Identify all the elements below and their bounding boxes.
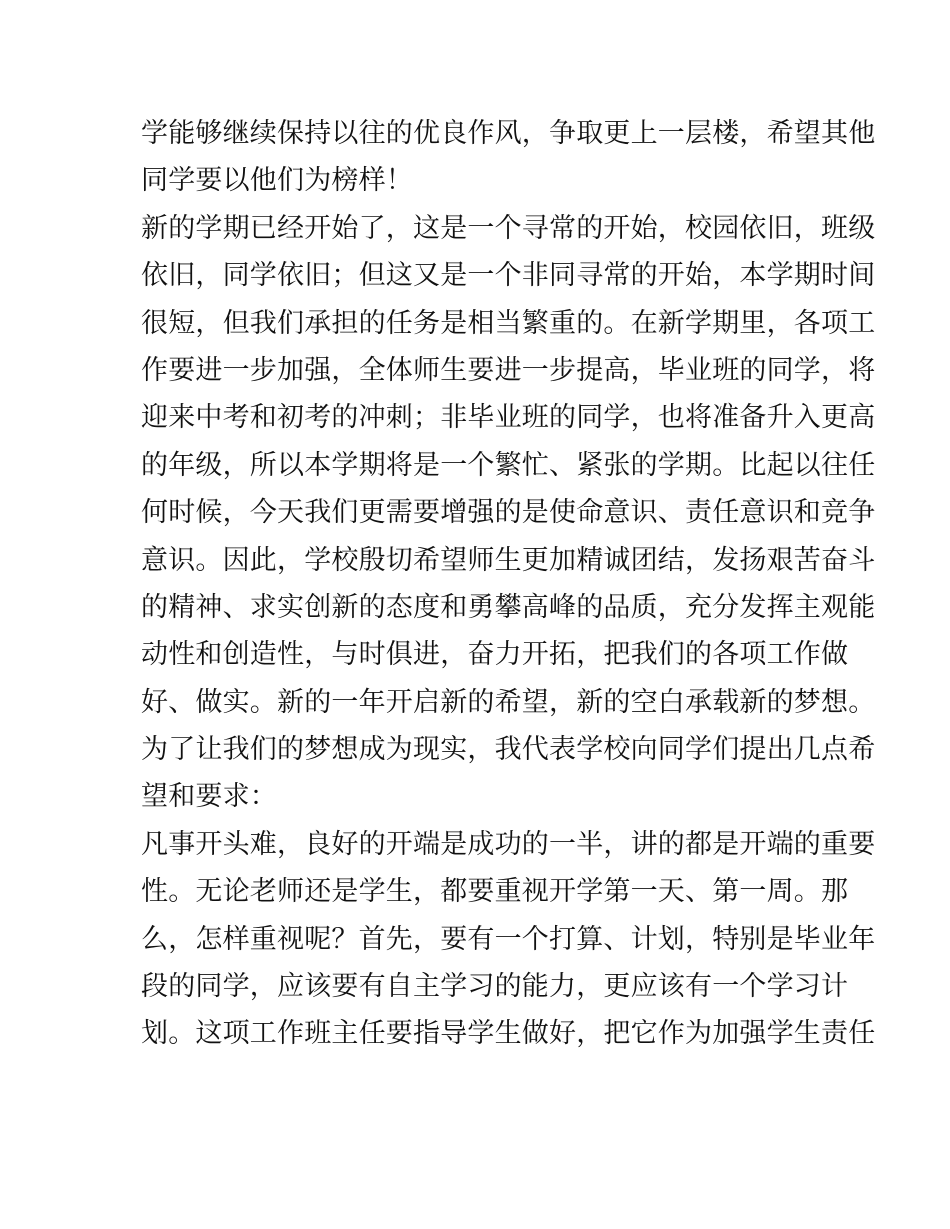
- text-line: 为了让我们的梦想成为现实，我代表学校向同学们提出几点希: [141, 734, 876, 766]
- text-line: 的精神、求实创新的态度和勇攀高峰的品质，充分发挥主观能: [141, 591, 876, 623]
- text-line: 好、做实。新的一年开启新的希望，新的空白承载新的梦想。: [141, 686, 876, 718]
- text-line: 学能够继续保持以往的优良作风，争取更上一层楼，希望其他: [141, 118, 876, 149]
- text-line: 性。无论老师还是学生，都要重视开学第一天、第一周。那: [141, 876, 849, 908]
- text-line: 何时候，今天我们更需要增强的是使命意识、责任意识和竞争: [141, 497, 876, 529]
- text-line: 望和要求：: [141, 781, 277, 813]
- text-line: 么，怎样重视呢？首先，要有一个打算、计划，特别是毕业年: [141, 923, 876, 955]
- text-line: 的年级，所以本学期将是一个繁忙、紧张的学期。比起以往任: [141, 449, 876, 481]
- text-line: 新的学期已经开始了，这是一个寻常的开始，校园依旧，班级: [141, 212, 876, 244]
- text-line: 意识。因此，学校殷切希望师生更加精诚团结，发扬艰苦奋斗: [141, 544, 876, 576]
- text-line: 动性和创造性，与时俱进，奋力开拓，把我们的各项工作做: [141, 639, 849, 671]
- text-line: 划。这项工作班主任要指导学生做好，把它作为加强学生责任: [141, 1018, 876, 1050]
- text-line: 段的同学，应该要有自主学习的能力，更应该有一个学习计: [141, 971, 849, 1003]
- text-line: 凡事开头难，良好的开端是成功的一半，讲的都是开端的重要: [141, 828, 876, 860]
- text-line: 作要进一步加强，全体师生要进一步提高，毕业班的同学，将: [141, 354, 876, 386]
- text-line: 迎来中考和初考的冲刺；非毕业班的同学，也将准备升入更高: [141, 402, 876, 434]
- body-text: [141, 110, 876, 1058]
- text-line: 依旧，同学依旧；但这又是一个非同寻常的开始，本学期时间: [141, 260, 876, 292]
- text-line: 很短，但我们承担的任务是相当繁重的。在新学期里，各项工: [141, 307, 876, 339]
- text-line: 同学要以他们为榜样！: [141, 165, 413, 197]
